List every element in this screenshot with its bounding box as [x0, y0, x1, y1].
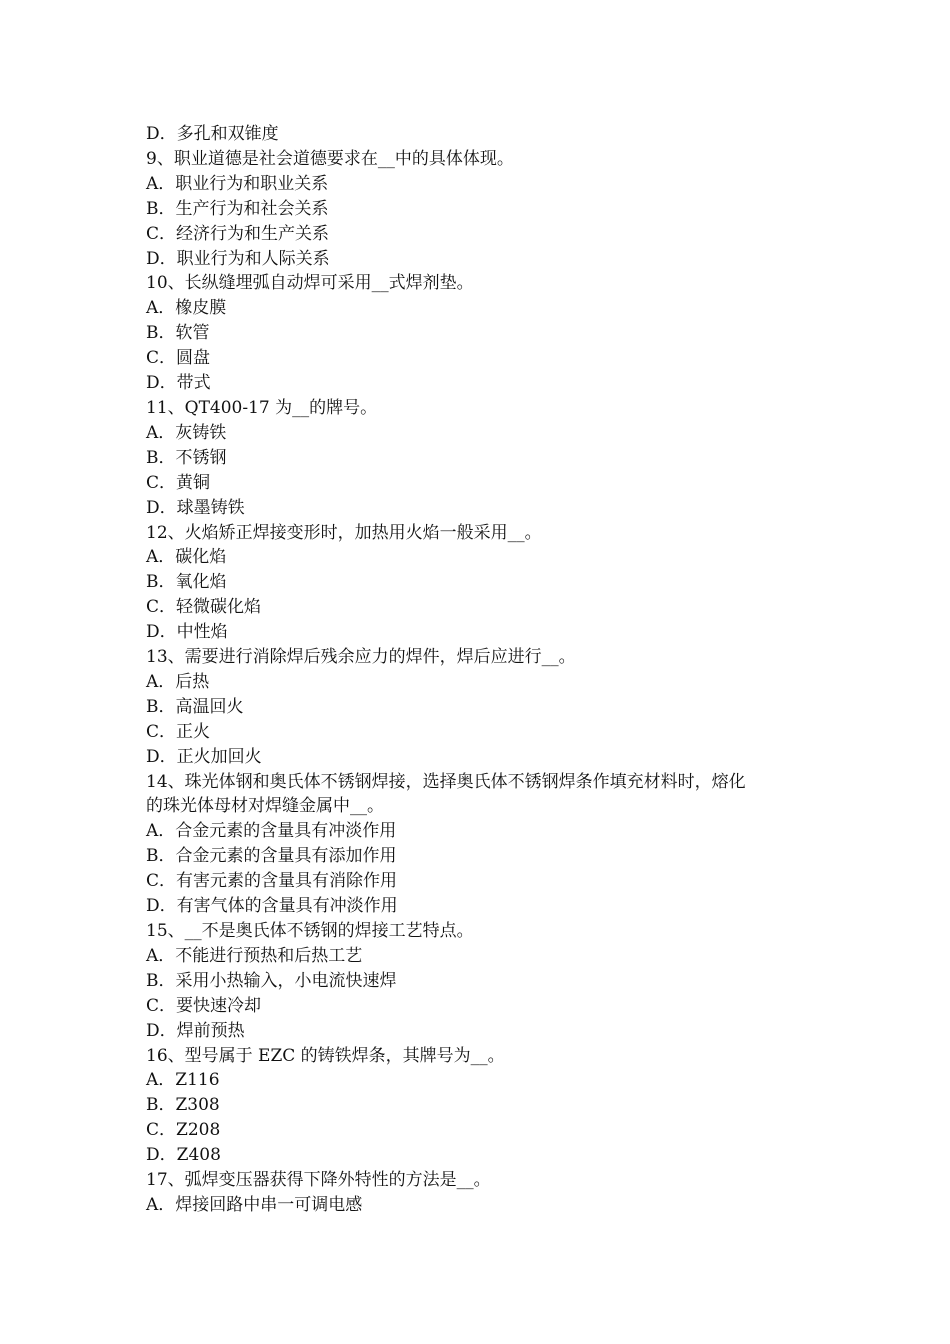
question-12: 12、火焰矫正焊接变形时，加热用火焰一般采用__。 [146, 522, 542, 543]
option-14-a: A．合金元素的含量具有冲淡作用 [146, 821, 397, 842]
question-9: 9、职业道德是社会道德要求在__中的具体体现。 [146, 148, 514, 169]
question-17: 17、弧焊变压器获得下降外特性的方法是__。 [146, 1170, 491, 1191]
question-16: 16、型号属于 EZC 的铸铁焊条，其牌号为__。 [146, 1045, 505, 1066]
document-body [146, 122, 816, 1218]
option-12-c: C．轻微碳化焰 [146, 597, 262, 618]
question-14-continued: 的珠光体母材对焊缝金属中__。 [146, 796, 384, 817]
option-13-c: C．正火 [146, 721, 211, 742]
option-11-c: C．黄铜 [146, 472, 211, 493]
option-9-c: C．经济行为和生产关系 [146, 223, 330, 244]
option-11-b: B．不锈钢 [146, 447, 227, 468]
option-12-d: D．中性焰 [146, 622, 228, 643]
option-13-d: D．正火加回火 [146, 746, 262, 767]
option-10-a: A．橡皮膜 [146, 298, 227, 319]
option-14-c: C．有害元素的含量具有消除作用 [146, 871, 398, 892]
option-9-a: A．职业行为和职业关系 [146, 173, 329, 194]
option-10-d: D．带式 [146, 373, 211, 394]
question-11: 11、QT400-17 为__的牌号。 [146, 397, 378, 418]
option-16-d: D．Z408 [146, 1145, 221, 1166]
question-15: 15、__不是奥氏体不锈钢的焊接工艺特点。 [146, 921, 474, 941]
question-13: 13、需要进行消除焊后残余应力的焊件，焊后应进行__。 [146, 647, 576, 668]
option-11-a: A．灰铸铁 [146, 422, 227, 443]
question-14: 14、珠光体钢和奥氏体不锈钢焊接，选择奥氏体不锈钢焊条作填充材料时，熔化 [146, 771, 746, 792]
option-16-a: A．Z116 [146, 1070, 220, 1091]
option-17-a: A．焊接回路中串一可调电感 [146, 1194, 363, 1215]
option-15-b: B．采用小热输入，小电流快速焊 [146, 970, 397, 991]
option-15-c: C．要快速冷却 [146, 995, 262, 1016]
option-13-b: B．高温回火 [146, 696, 244, 717]
option-12-a: A．碳化焰 [146, 547, 227, 568]
option-8-d: D．多孔和双锥度 [146, 124, 279, 144]
option-12-b: B．氧化焰 [146, 572, 227, 593]
option-10-b: B．软管 [146, 323, 210, 344]
option-10-c: C．圆盘 [146, 348, 211, 369]
option-9-d: D．职业行为和人际关系 [146, 248, 330, 269]
option-9-b: B．生产行为和社会关系 [146, 198, 329, 219]
option-16-b: B．Z308 [146, 1095, 220, 1116]
option-14-b: B．合金元素的含量具有添加作用 [146, 846, 397, 867]
option-11-d: D．球墨铸铁 [146, 497, 245, 518]
option-13-a: A．后热 [146, 671, 210, 692]
question-10: 10、长纵缝埋弧自动焊可采用__式焊剂垫。 [146, 273, 474, 294]
option-15-a: A．不能进行预热和后热工艺 [146, 945, 363, 966]
option-16-c: C．Z208 [146, 1120, 221, 1141]
option-15-d: D．焊前预热 [146, 1020, 245, 1041]
option-14-d: D．有害气体的含量具有冲淡作用 [146, 896, 398, 917]
